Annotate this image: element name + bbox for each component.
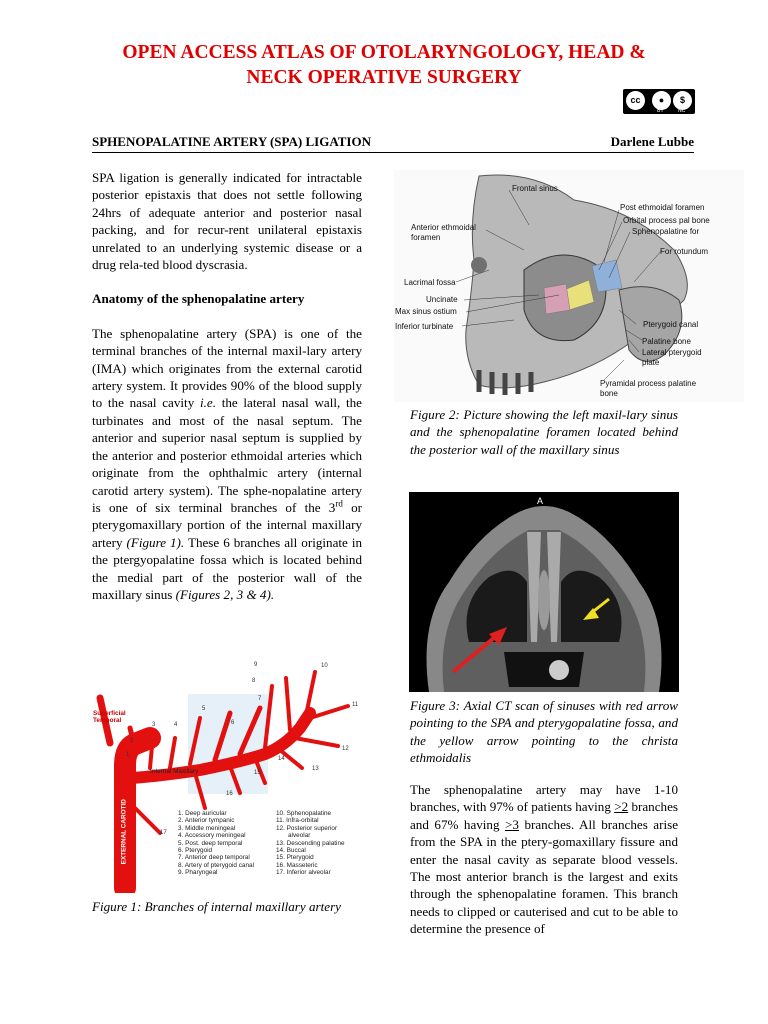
article-header [92, 134, 694, 150]
label-anterior-ethmoidal: Anterior ethmoidal [411, 223, 476, 232]
branch-number: 17 [160, 830, 167, 836]
label-internal-maxillary: Internal Maxillary [150, 768, 199, 775]
label-bone: bone [600, 389, 618, 398]
anatomy-heading: Anatomy of the sphenopalatine artery [92, 291, 305, 307]
article-title: SPHENOPALATINE ARTERY (SPA) LIGATION [92, 134, 371, 149]
label-inferior-turbinate: Inferior turbinate [395, 322, 454, 331]
legend-item: 6. Pterygoid [178, 847, 213, 855]
label-frontal-sinus: Frontal sinus [512, 184, 558, 193]
label-max-sinus-ostium: Max sinus ostium [395, 307, 457, 316]
label-foramen: foramen [411, 233, 441, 242]
label-uncinate: Uncinate [426, 295, 458, 304]
label-plate: plate [642, 358, 660, 367]
legend-item: 5. Post. deep temporal [178, 839, 243, 847]
figures-reference[interactable]: (Figures 2, 3 & 4). [175, 586, 275, 602]
atlas-title-line2: NECK OPERATIVE SURGERY [246, 67, 522, 88]
cc-nc-label: NC [678, 108, 686, 114]
ie-abbrev: i.e. [199, 395, 216, 411]
text-span: or pterygomaxillary portion of the internal maxillary artery [92, 499, 363, 550]
atlas-title [60, 40, 708, 90]
legend-item: 12. Posterior superior [276, 824, 338, 832]
cc-icon: cc [626, 91, 645, 110]
branch-number: 13 [312, 766, 319, 772]
creative-commons-badge[interactable] [623, 89, 695, 114]
legend-item: 15. Pterygoid [276, 854, 314, 862]
label-external-carotid: EXTERNAL CAROTID [120, 799, 128, 865]
branch-number: 1 [126, 752, 130, 758]
at-least-3: >3 [505, 816, 519, 832]
text-span: These 6 branches all originate in the ptergyopalatine fossa which is located behind the medial part of the posterior wall of the maxillary sinus [92, 534, 363, 602]
label-lateral-pterygoid: Lateral pterygoid [642, 348, 702, 357]
legend-item: 16. Masseteric [276, 861, 318, 869]
right-column-paragraph [410, 781, 678, 938]
branch-number: 9 [254, 662, 258, 668]
label-pterygoid-canal: Pterygoid canal [643, 320, 699, 329]
legend-item: 13. Descending palatine [276, 839, 345, 847]
figure2 [394, 170, 744, 402]
legend-left [178, 810, 254, 877]
branch-number: 4 [174, 722, 178, 728]
at-least-2: >2 [614, 799, 629, 815]
non-commercial-icon: $ [673, 91, 692, 110]
branch-number: 12 [342, 746, 349, 752]
legend-item: 1. Deep auricular [178, 810, 227, 817]
figure3-caption: Figure 3: Axial CT scan of sinuses with red arrow pointing to the SPA and pterygopalatine fossa, and the yellow arrow pointing to the christa ethmoidalis [410, 698, 678, 766]
legend-item: 2. Anterior tympanic [178, 817, 235, 825]
author-name: Darlene Lubbe [610, 134, 694, 149]
legend-item: 4. Accessory meningeal [178, 832, 246, 840]
branch-number: 8 [252, 678, 256, 684]
label-superficial: Superficial [93, 710, 126, 717]
legend-item: 17. Inferior alveolar [276, 869, 331, 877]
label-orbital-process: Orbital process pal bone [623, 216, 710, 225]
branch-number: 6 [231, 720, 235, 726]
cc-by-label: BY [657, 108, 664, 114]
legend-item: 14. Buccal [276, 847, 306, 855]
text-span: branches. All branches arise from the SPA in the ptery-gomaxillary fissure and enter the nasal cavity as separate blood vessels. The most anterior branch is the largest and exits through the sphenopalatine foramen. This branch needs to clipped or cauterised and cut to be able to determine the presence of [410, 816, 678, 937]
branch-number: 5 [202, 706, 206, 712]
branch-number: 2 [130, 738, 134, 744]
text-span: the lateral nasal wall, the turbinates and most of the nasal septum. The anterior and superior nasal septum is supplied by the anterior and posterior ethmoidal arteries which originate from the ophthalmic artery (internal carotid artery system). The sphe-nopalatine artery is one of six terminal branches of the 3 [92, 395, 362, 515]
atlas-title-line1: OPEN ACCESS ATLAS OF OTOLARYNGOLOGY, HEAD & [122, 42, 646, 63]
superscript: rd [335, 498, 343, 509]
figure2-caption: Figure 2: Picture showing the left maxil-lary sinus and the sphenopalatine foramen located behind the posterior wall of the maxillary sinus [410, 407, 678, 457]
branches-paragraph [410, 781, 678, 938]
label-post-ethmoidal-foramen: Post ethmoidal foramen [620, 203, 705, 212]
arrow-overlay [409, 492, 679, 692]
label-palatine-bone: Palatine bone [642, 337, 691, 346]
figure1-caption: Figure 1: Branches of internal maxillary artery [92, 899, 341, 914]
legend-item: 10. Sphenopalatine [276, 810, 332, 817]
attribution-icon: ● [652, 91, 671, 110]
branch-number: 11 [352, 702, 359, 708]
label-for-rotundum: For rotundum [660, 247, 709, 256]
text-span: The sphenopalatine artery (SPA) is one of the terminal branches of the internal maxil-lary artery (IMA) which originates from the external carotid artery system. It provides 90% of the blood supply to the nasal cavity [92, 325, 362, 411]
legend-item: 11. Infra-orbital [276, 817, 319, 825]
text-span: branches and 67% having [410, 799, 678, 832]
legend-item: 9. Pharyngeal [178, 869, 218, 877]
branch-number: 10 [321, 663, 328, 669]
figure3 [409, 492, 679, 692]
branch-number: 16 [226, 791, 233, 797]
label-temporal: Temporal [93, 717, 122, 724]
text-span: The sphenopalatine artery may have 1-10 branches, with 97% of patients having [410, 782, 678, 815]
header-rule [92, 152, 694, 153]
legend-item: 3. Middle meningeal [178, 824, 236, 832]
legend-right [276, 810, 345, 877]
left-column [92, 169, 362, 603]
legend-item: 7. Anterior deep temporal [178, 854, 250, 862]
branch-number: 15 [254, 770, 261, 776]
label-pyramidal-process: Pyramidal process palatine [600, 379, 697, 388]
branch-number: 3 [152, 722, 156, 728]
legend-item: 8. Artery of pterygoid canal [178, 861, 255, 869]
anatomy-paragraph [92, 325, 362, 604]
legend-item: alveolar [288, 832, 311, 840]
orientation-marker: A [537, 496, 544, 506]
label-sphenopalatine-foramen: Sphenopalatine for [632, 227, 700, 236]
figure1-reference[interactable]: (Figure 1). [126, 534, 185, 550]
branch-number: 14 [278, 756, 285, 762]
figure1 [90, 658, 370, 893]
label-lacrimal-fossa: Lacrimal fossa [404, 278, 456, 287]
intro-paragraph: SPA ligation is generally indicated for intractable posterior epistaxis that does not settle following 24hrs of adequate anterior and posterior nasal packing, and for recur-rent unilateral epistaxis unrelated to an underlying systemic disease or a drug rela-ted blood dyscrasia. [92, 170, 362, 273]
branch-number: 7 [258, 696, 262, 702]
